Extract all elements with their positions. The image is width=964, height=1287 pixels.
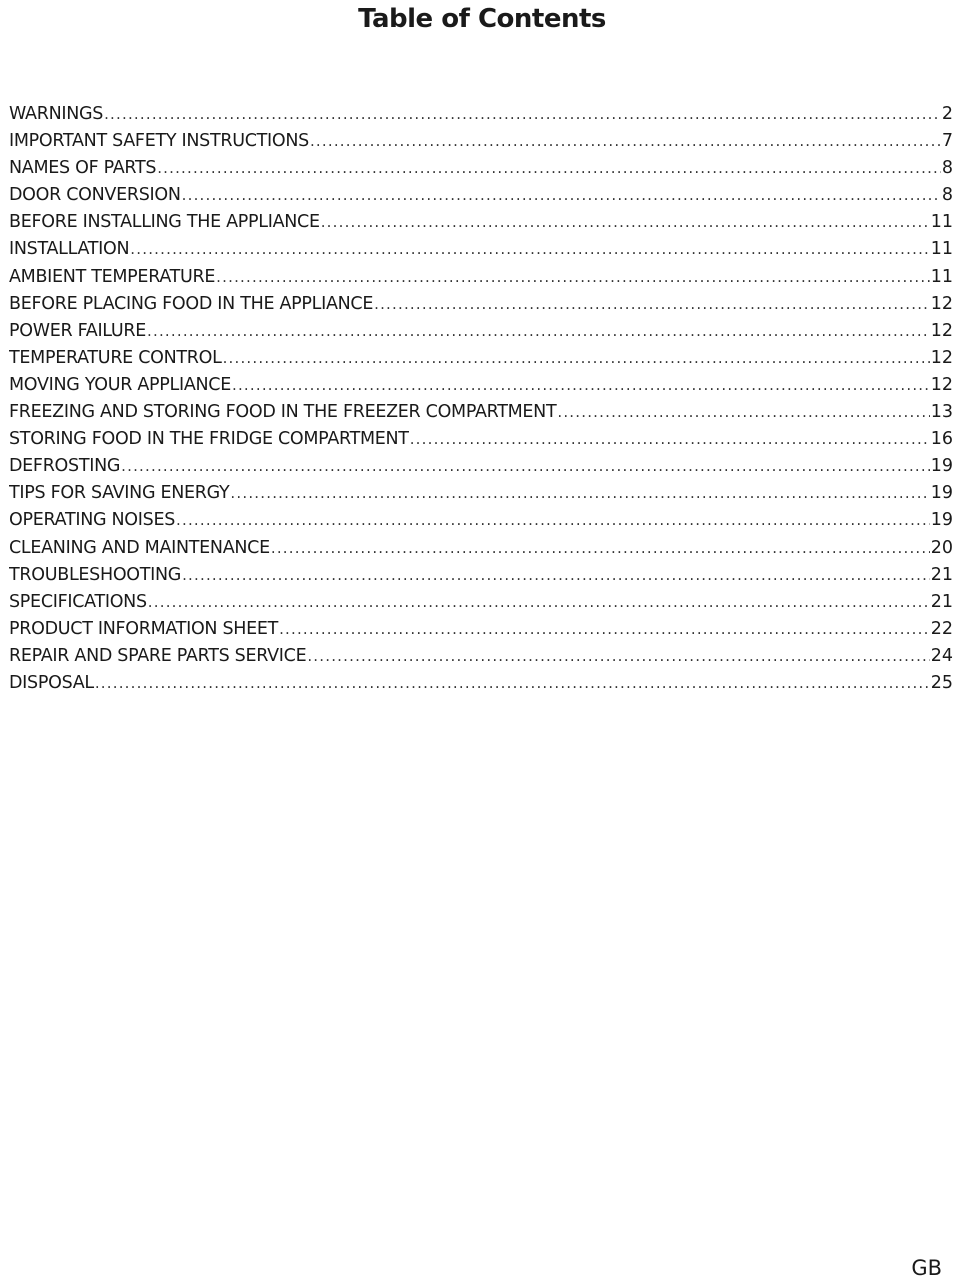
toc-leader-dots	[147, 322, 930, 340]
toc-leader-dots	[307, 647, 929, 665]
toc-entry-title: STORING FOOD IN THE FRIDGE COMPARTMENT	[9, 429, 409, 450]
toc-leader-dots	[279, 620, 930, 638]
toc-entry-page: 21	[930, 564, 953, 585]
toc-entry-important-safety-instructions[interactable]	[9, 131, 953, 158]
table-of-contents	[9, 104, 953, 700]
toc-entry-defrosting[interactable]	[9, 456, 953, 483]
toc-entry-title: NAMES OF PARTS	[9, 158, 157, 179]
toc-entry-title: REPAIR AND SPARE PARTS SERVICE	[9, 645, 307, 666]
toc-entry-page: 25	[930, 672, 953, 693]
toc-entry-title: DOOR CONVERSION	[9, 185, 181, 206]
toc-entry-title: AMBIENT TEMPERATURE	[9, 266, 216, 287]
toc-entry-title: WARNINGS	[9, 104, 104, 124]
toc-entry-power-failure[interactable]	[9, 321, 953, 348]
toc-entry-page: 7	[941, 131, 953, 152]
toc-entry-title: OPERATING NOISES	[9, 510, 176, 531]
toc-entry-page: 20	[930, 537, 953, 558]
toc-entry-title: TROUBLESHOOTING	[9, 564, 182, 585]
toc-entry-before-installing-the-appliance[interactable]	[9, 212, 953, 239]
toc-entry-door-conversion[interactable]	[9, 185, 953, 212]
toc-entry-warnings[interactable]	[9, 104, 953, 131]
toc-entry-title: DEFROSTING	[9, 456, 121, 477]
toc-entry-page: 12	[930, 347, 953, 368]
toc-leader-dots	[232, 376, 930, 394]
toc-entry-title: BEFORE PLACING FOOD IN THE APPLIANCE	[9, 293, 374, 314]
toc-entry-title: CLEANING AND MAINTENANCE	[9, 537, 270, 558]
toc-entry-title: DISPOSAL	[9, 672, 94, 693]
toc-entry-title: INSTALLATION	[9, 239, 130, 260]
toc-entry-page: 19	[930, 456, 953, 477]
toc-leader-dots	[223, 349, 930, 367]
toc-leader-dots	[271, 539, 930, 557]
toc-entry-page: 12	[930, 374, 953, 395]
toc-entry-product-information-sheet[interactable]	[9, 619, 953, 646]
toc-entry-page: 2	[941, 104, 953, 124]
toc-entry-page: 12	[930, 293, 953, 314]
toc-entry-page: 19	[930, 510, 953, 531]
toc-entry-page: 12	[930, 320, 953, 341]
toc-entry-title: POWER FAILURE	[9, 320, 147, 341]
toc-entry-title: PRODUCT INFORMATION SHEET	[9, 618, 279, 639]
toc-leader-dots	[321, 213, 930, 231]
toc-entry-troubleshooting[interactable]	[9, 565, 953, 592]
toc-leader-dots	[310, 132, 941, 150]
toc-leader-dots	[104, 105, 941, 123]
toc-leader-dots	[157, 159, 941, 177]
toc-entry-operating-noises[interactable]	[9, 510, 953, 537]
toc-entry-page: 21	[930, 591, 953, 612]
toc-entry-title: SPECIFICATIONS	[9, 591, 147, 612]
toc-leader-dots	[182, 186, 941, 204]
toc-entry-page: 8	[941, 158, 953, 179]
toc-leader-dots	[230, 484, 929, 502]
toc-entry-title: BEFORE INSTALLING THE APPLIANCE	[9, 212, 320, 233]
toc-entry-page: 24	[930, 645, 953, 666]
toc-leader-dots	[148, 593, 930, 611]
toc-entry-title: IMPORTANT SAFETY INSTRUCTIONS	[9, 131, 309, 152]
toc-entry-specifications[interactable]	[9, 592, 953, 619]
language-code: GB	[911, 1256, 942, 1280]
toc-entry-page: 22	[930, 618, 953, 639]
toc-entry-page: 8	[941, 185, 953, 206]
toc-entry-storing-food-fridge[interactable]	[9, 429, 953, 456]
toc-entry-tips-for-saving-energy[interactable]	[9, 483, 953, 510]
toc-leader-dots	[130, 240, 929, 258]
toc-leader-dots	[557, 403, 929, 421]
toc-leader-dots	[176, 511, 930, 529]
toc-leader-dots	[121, 457, 930, 475]
toc-entry-title: TIPS FOR SAVING ENERGY	[9, 483, 230, 504]
toc-entry-freezing-and-storing-food[interactable]	[9, 402, 953, 429]
toc-leader-dots	[410, 430, 930, 448]
toc-entry-page: 11	[930, 239, 953, 260]
toc-entry-temperature-control[interactable]	[9, 348, 953, 375]
toc-entry-title: FREEZING AND STORING FOOD IN THE FREEZER COMPARTMENT	[9, 402, 557, 423]
toc-leader-dots	[95, 674, 930, 692]
toc-entry-page: 19	[930, 483, 953, 504]
toc-entry-page: 16	[930, 429, 953, 450]
toc-entry-ambient-temperature[interactable]	[9, 267, 953, 294]
toc-leader-dots	[374, 295, 930, 313]
toc-leader-dots	[216, 268, 930, 286]
toc-entry-page: 11	[930, 212, 953, 233]
toc-entry-installation[interactable]	[9, 239, 953, 266]
toc-entry-names-of-parts[interactable]	[9, 158, 953, 185]
toc-entry-title: MOVING YOUR APPLIANCE	[9, 374, 231, 395]
page-title: Table of Contents	[358, 4, 606, 34]
toc-entry-cleaning-and-maintenance[interactable]	[9, 538, 953, 565]
toc-entry-moving-your-appliance[interactable]	[9, 375, 953, 402]
toc-entry-page: 13	[930, 402, 953, 423]
toc-entry-page: 11	[930, 266, 953, 287]
toc-entry-disposal[interactable]	[9, 673, 953, 700]
toc-leader-dots	[182, 566, 930, 584]
toc-entry-title: TEMPERATURE CONTROL	[9, 347, 222, 368]
toc-entry-before-placing-food[interactable]	[9, 294, 953, 321]
toc-entry-repair-and-spare-parts[interactable]	[9, 646, 953, 673]
